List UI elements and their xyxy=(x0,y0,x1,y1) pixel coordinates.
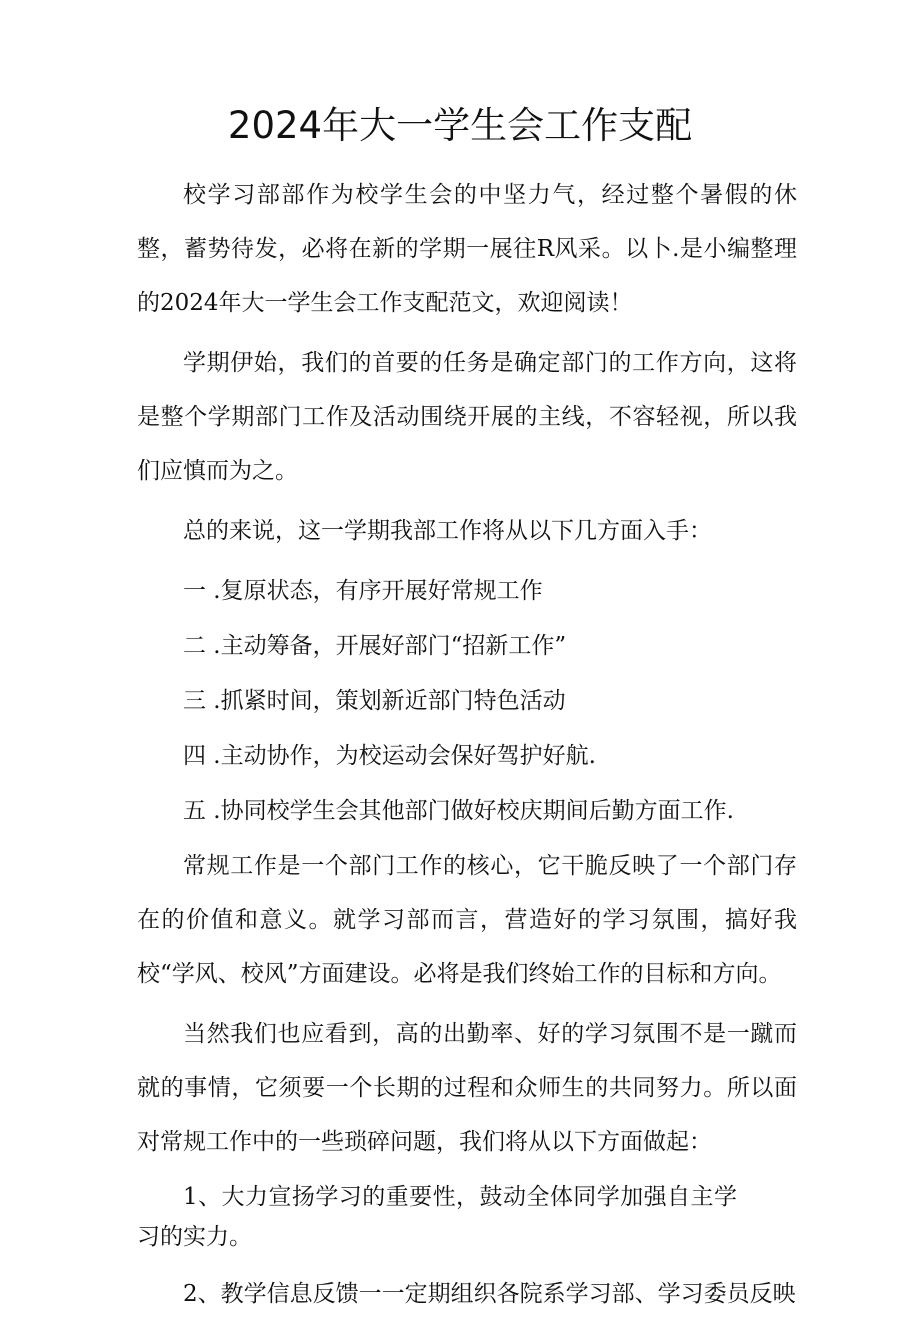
document-title: 2024年大一学生会工作支配 xyxy=(227,104,693,147)
list-item: 一 .复原状态，有序开展好常规工作 xyxy=(183,578,543,604)
document-body xyxy=(137,168,797,1327)
list-item: 五 .协同校学生会其他部门做好校庆期间后勤方面工作. xyxy=(183,798,734,824)
paragraph-intro: 校学习部部作为校学生会的中坚力气，经过整个暑假的休整，蓄势待发，必将在新的学期一展往R风采。以卜.是小编整理的2024年大一学生会工作支配范文，欢迎阅读！ xyxy=(137,182,797,316)
paragraph-overview: 总的来说，这一学期我部工作将从以下几方面入手： xyxy=(183,518,712,544)
list-item: 三 .抓紧时间，策划新近部门特色活动 xyxy=(183,688,566,714)
list-item: 四 .主动协作，为校运动会保好驾护好航. xyxy=(183,743,596,769)
numbered-item: 2、教学信息反馈一一定期组织各院系学习部、学习委员反映 xyxy=(183,1281,796,1307)
paragraph-direction: 学期伊始，我们的首要的任务是确定部门的工作方向，这将是整个学期部门工作及活动围绕开展的主线，不容轻视，所以我们应慎而为之。 xyxy=(137,350,797,484)
paragraph-long-term: 当然我们也应看到，高的出勤率、好的学习氛围不是一蹴而就的事情，它须要一个长期的过程和众师生的共同努力。所以面对常规工作中的一些琐碎问题，我们将从以下方面做起： xyxy=(137,1021,797,1155)
numbered-item: 1、大力宣扬学习的重要性，鼓动全体同学加强自主学习的实力。 xyxy=(137,1184,737,1250)
list-item: 二 .主动筹备，开展好部门“招新工作” xyxy=(183,633,567,659)
paragraph-routine-work: 常规工作是一个部门工作的核心，它干脆反映了一个部门存在的价值和意义。就学习部而言，营造好的学习氛围，搞好我校“学风、校风”方面建设。必将是我们终始工作的目标和方向。 xyxy=(137,853,797,987)
